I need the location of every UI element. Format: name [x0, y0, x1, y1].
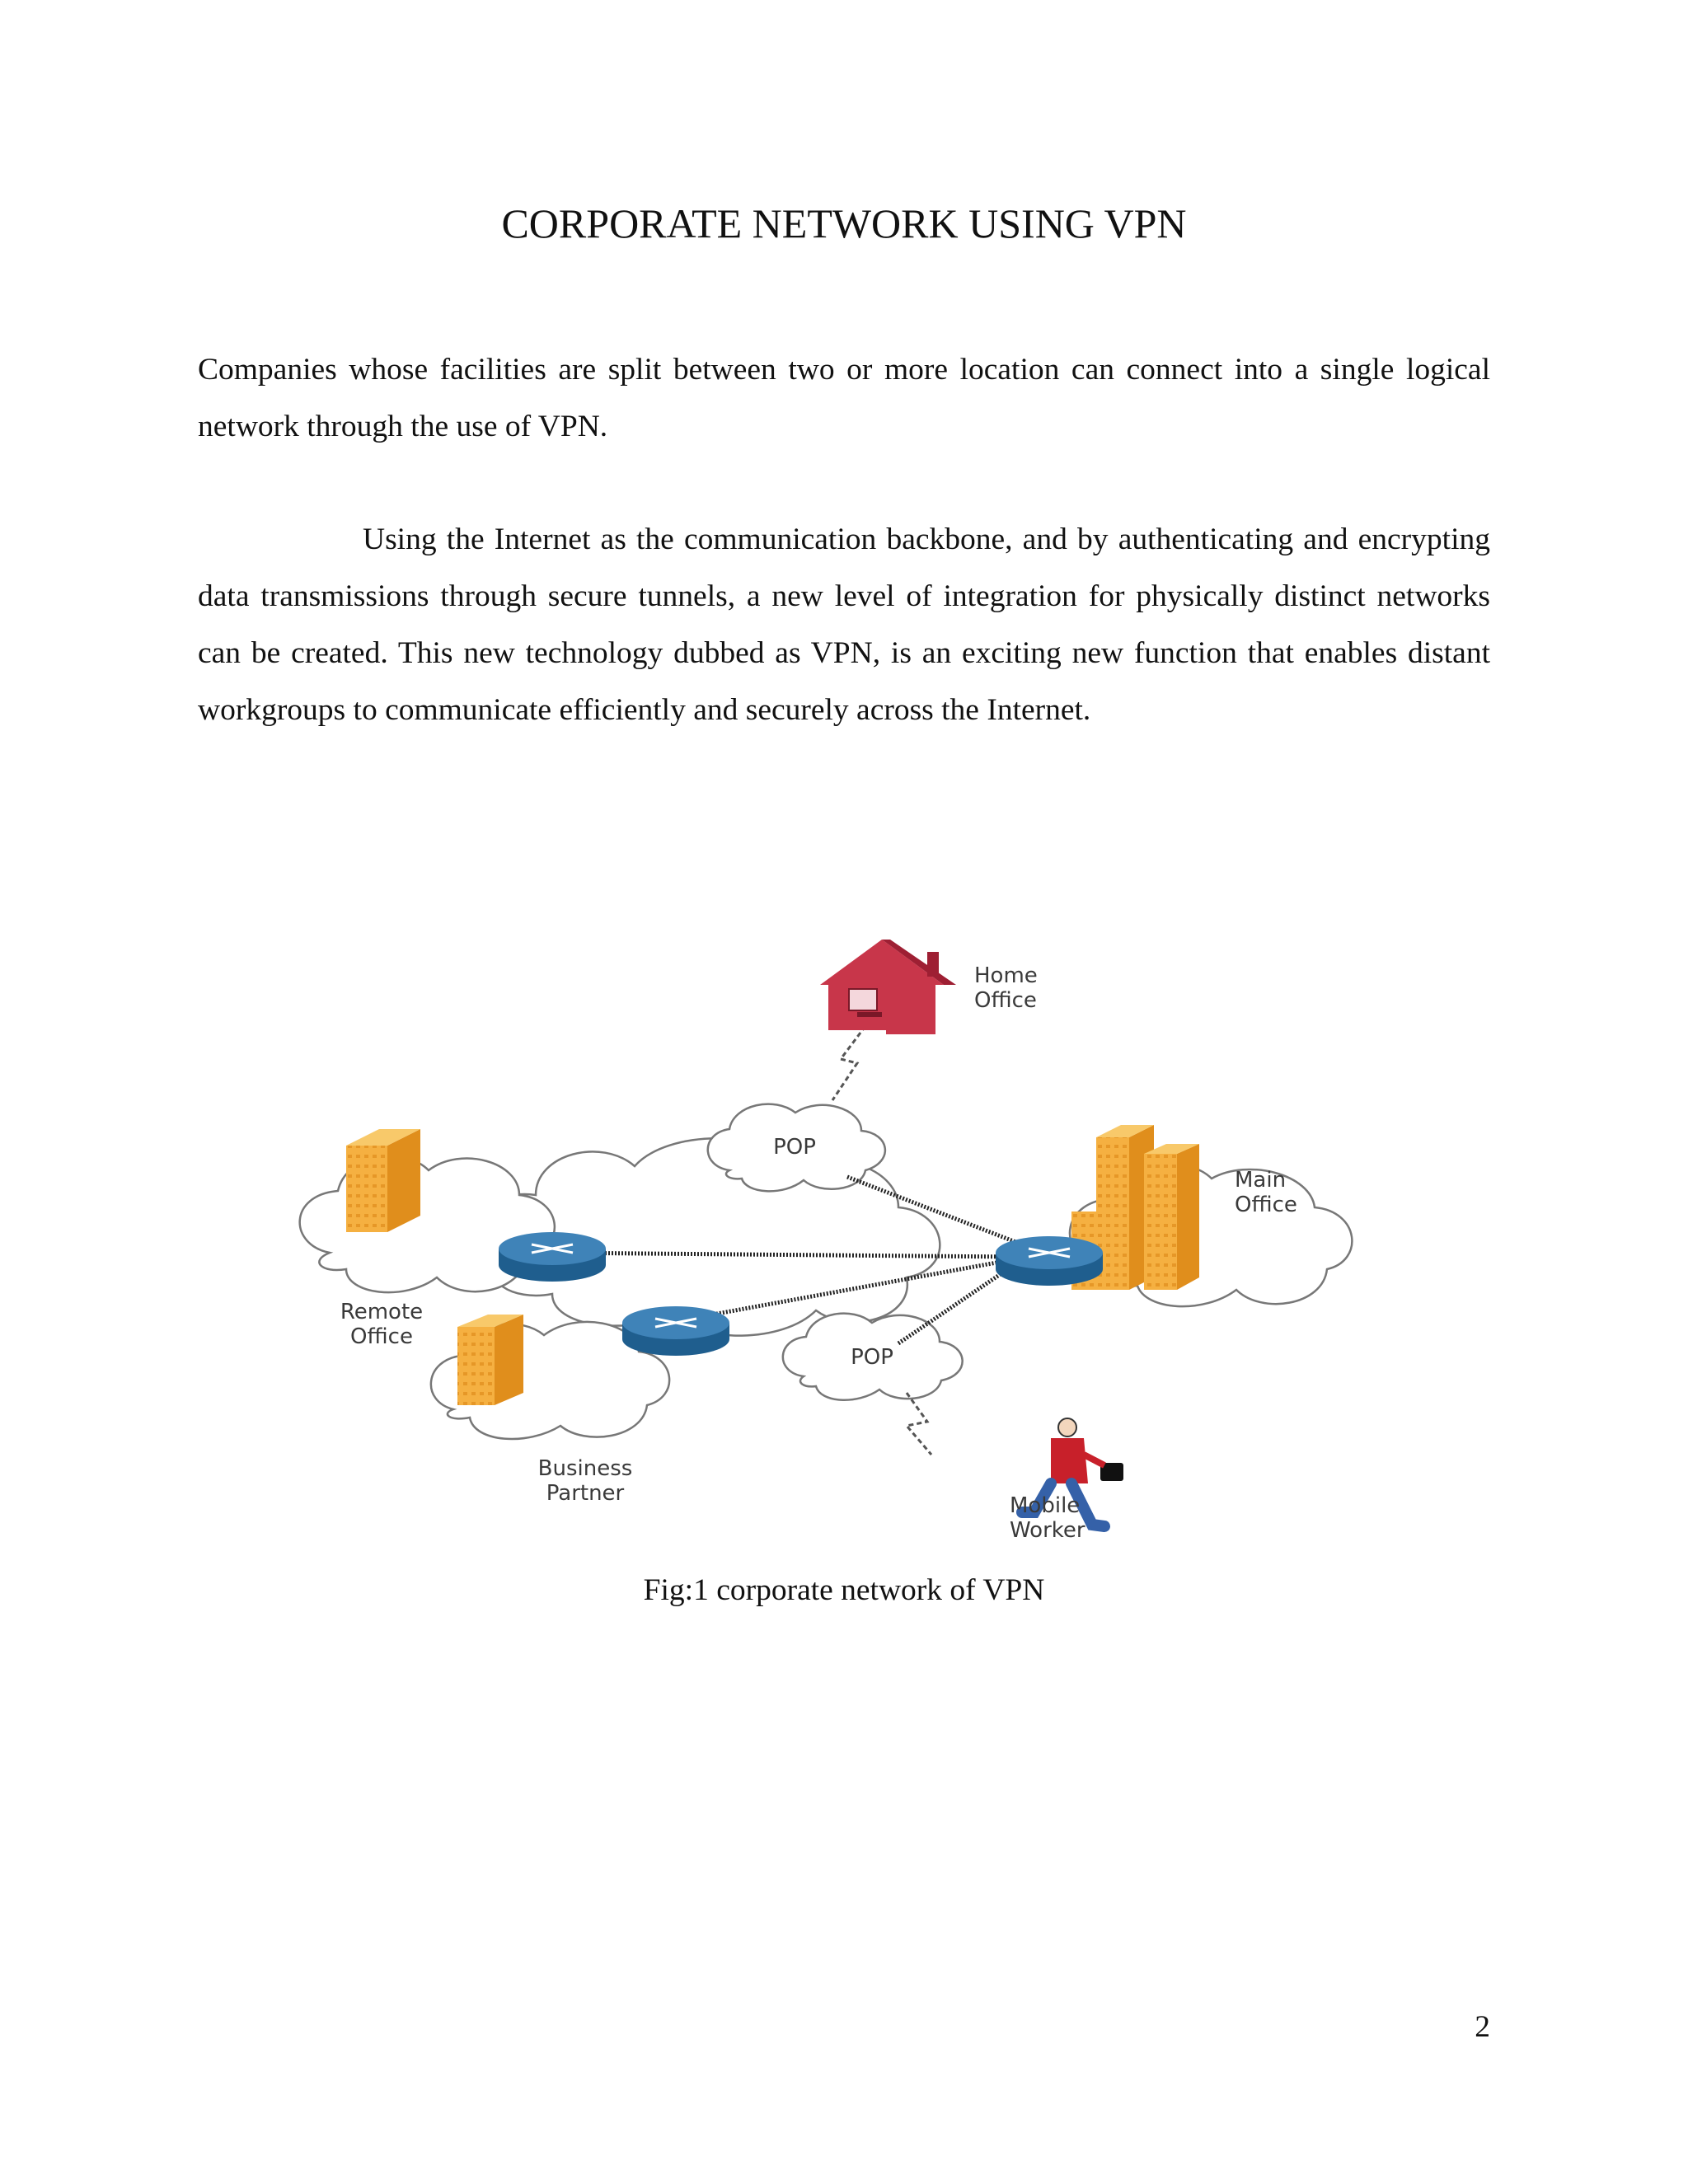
paragraph-2: Using the Internet as the communication backbone, and by authenticating and encrypting data transmissions through secure tunnels, a new level of integration for physically distinct networks can be created. This new technology dubbed as VPN, is an exciting new function that enables distant workgroups to communicate efficiently and securely across the Internet. [198, 523, 1490, 727]
home-office-link [832, 1026, 865, 1100]
main-office-label-line2: Office [1235, 1193, 1297, 1217]
page-number: 2 [1475, 2010, 1490, 2044]
figure-caption: Fig:1 corporate network of VPN [643, 1573, 1045, 1607]
business-partner-building-icon [457, 1315, 523, 1405]
mobile-worker-label-line1: Mobile [1010, 1493, 1081, 1518]
remote-office-label-line2: Office [350, 1324, 413, 1349]
vpn-network-diagram [272, 915, 1418, 1558]
document-title: CORPORATE NETWORK USING VPN [501, 200, 1187, 246]
business-partner-label-line1: Business [537, 1456, 633, 1481]
business-partner-label-line2: Partner [546, 1481, 625, 1506]
house-icon [820, 940, 956, 1034]
pop-bottom-label: POP [851, 1345, 893, 1370]
remote-office-label-line1: Remote [340, 1300, 424, 1324]
mobile-worker-link [907, 1393, 931, 1455]
home-office-label-line2: Office [974, 988, 1037, 1013]
pop-top-label: POP [773, 1135, 816, 1160]
main-office-label-line1: Main [1235, 1168, 1287, 1193]
router-icon [622, 1306, 729, 1356]
router-icon [996, 1236, 1103, 1286]
home-office-label-line1: Home [974, 963, 1038, 988]
router-icon [499, 1232, 606, 1282]
paragraph-1: Companies whose facilities are split between two or more location can connect into a single logical network through the use of VPN. [198, 353, 1490, 443]
mobile-worker-label-line2: Worker [1010, 1518, 1085, 1543]
remote-office-building-icon [346, 1129, 420, 1232]
